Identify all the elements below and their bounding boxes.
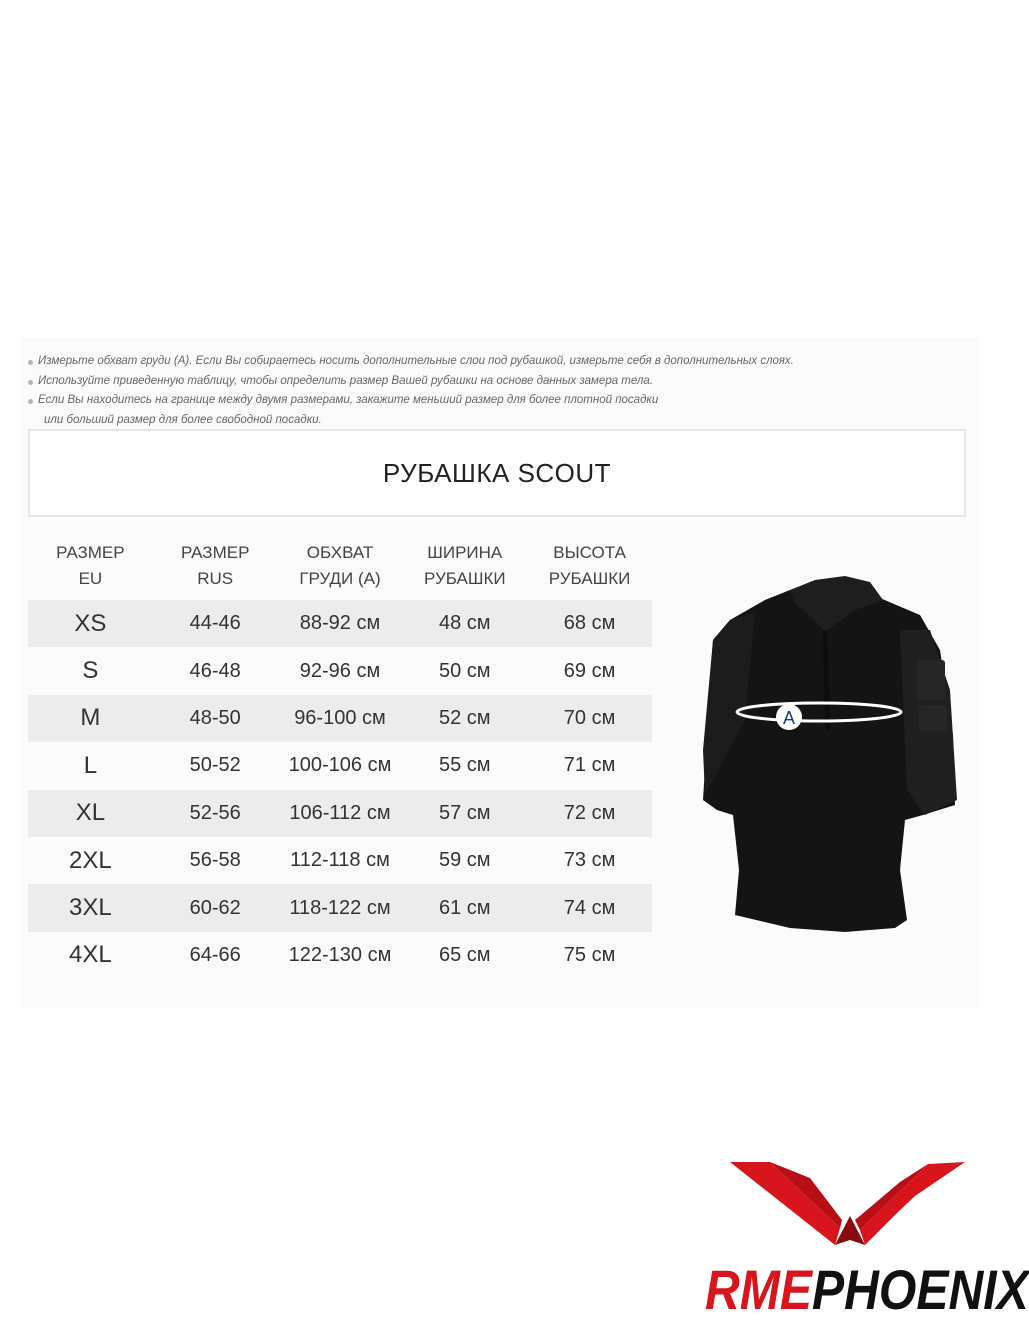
note-item: Измерьте обхват груди (А). Если Вы собираетесь носить дополнительные слои под рубашкой, измерьте себя в дополнительных слоях. — [28, 352, 968, 372]
cell-size-eu: 3XL — [69, 894, 112, 922]
cell-width: 48 см — [439, 612, 491, 635]
table-row — [28, 837, 652, 884]
cell-width: 65 см — [439, 943, 491, 966]
cell-height: 71 см — [563, 754, 616, 777]
cell-size-rus: 50-52 — [189, 754, 241, 777]
cell-width: 55 см — [439, 754, 491, 777]
cell-size-eu: M — [80, 704, 101, 732]
table-row — [28, 647, 652, 694]
header-height: ВЫСОТА РУБАШКИ — [548, 543, 631, 588]
cell-size-rus: 56-58 — [189, 849, 241, 872]
cell-size-rus: 52-56 — [189, 801, 241, 824]
cell-size-rus: 44-46 — [189, 612, 241, 635]
velcro-patch-shape — [917, 660, 945, 700]
table-row — [28, 790, 652, 837]
table-row — [28, 932, 652, 979]
header-size-eu: РАЗМЕР EU — [56, 543, 125, 588]
table-header — [28, 540, 652, 600]
cell-chest: 106-112 см — [289, 801, 391, 824]
cell-chest: 100-106 см — [288, 754, 392, 777]
title-box — [28, 429, 966, 517]
cell-height: 73 см — [563, 849, 616, 872]
cell-height: 70 см — [563, 706, 616, 729]
cell-height: 75 см — [563, 943, 616, 966]
cell-width: 59 см — [439, 849, 491, 872]
cell-chest: 96-100 см — [294, 706, 386, 729]
cell-size-rus: 60-62 — [189, 896, 241, 919]
header-size-rus: РАЗМЕР RUS — [180, 543, 250, 588]
cell-size-eu: 2XL — [69, 846, 112, 874]
note-item: Используйте приведенную таблицу, чтобы определить размер Вашей рубашки на основе данных замера тела. — [28, 372, 968, 392]
cell-width: 61 см — [439, 896, 491, 919]
cell-size-eu: S — [82, 657, 99, 685]
cell-chest: 88-92 см — [299, 612, 381, 635]
measurement-notes — [28, 352, 968, 430]
table-row — [28, 742, 652, 789]
brand-part-rme: RME — [705, 1258, 813, 1321]
size-table — [28, 540, 652, 979]
brand-part-phoenix: PHOENIX — [812, 1258, 1029, 1321]
cell-height: 69 см — [563, 659, 616, 682]
brand-wordmark — [705, 1258, 1029, 1322]
cell-size-rus: 46-48 — [189, 659, 241, 682]
cell-size-rus: 48-50 — [189, 706, 241, 729]
cell-size-eu: XS — [74, 609, 107, 637]
cell-size-eu: XL — [75, 799, 106, 827]
cell-chest: 122-130 см — [288, 943, 392, 966]
table-row — [28, 884, 652, 931]
cell-width: 50 см — [439, 659, 491, 682]
cell-chest: 118-122 см — [289, 896, 391, 919]
cell-chest: 112-118 см — [290, 849, 390, 872]
velcro-patch-shape — [919, 705, 947, 731]
chest-marker-label: A — [782, 708, 796, 728]
header-width: ШИРИНА РУБАШКИ — [423, 543, 506, 588]
note-continuation: или больший размер для более свободной посадки. — [44, 413, 322, 426]
chart-title: РУБАШКА SCOUT — [382, 457, 612, 488]
shirt-diagram — [695, 570, 965, 940]
cell-width: 52 см — [439, 706, 491, 729]
cell-size-eu: L — [83, 751, 98, 779]
cell-width: 57 см — [439, 801, 491, 824]
table-row — [28, 600, 652, 647]
cell-height: 68 см — [563, 612, 616, 635]
cell-size-rus: 64-66 — [189, 943, 241, 966]
header-chest: ОБХВАТ ГРУДИ (А) — [299, 543, 381, 588]
cell-size-eu: 4XL — [69, 941, 112, 969]
cell-chest: 92-96 см — [299, 659, 381, 682]
brand-logo — [700, 1150, 1029, 1321]
cell-height: 72 см — [563, 801, 616, 824]
cell-height: 74 см — [563, 896, 616, 919]
table-row — [28, 695, 652, 742]
note-item: Если Вы находитесь на границе между двумя размерами, закажите меньший размер для более плотной посадки — [28, 391, 968, 411]
phoenix-wing-icon — [730, 1160, 965, 1250]
